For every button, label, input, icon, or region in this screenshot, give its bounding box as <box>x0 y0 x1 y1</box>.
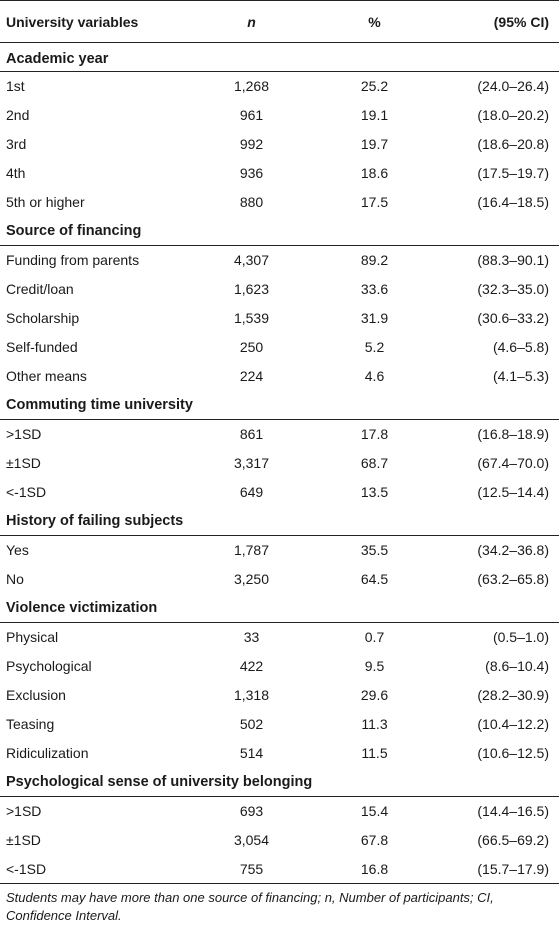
row-label: 1st <box>6 78 25 95</box>
row-percent: 17.5 <box>360 194 389 210</box>
row-n: 880 <box>239 194 264 210</box>
row-label: Ridiculization <box>6 745 89 761</box>
row-percent: 13.5 <box>360 484 389 500</box>
section-header-row <box>0 217 559 246</box>
header-percent: % <box>313 1 436 43</box>
row-ci: (17.5–19.7) <box>477 165 549 181</box>
row-label: 4th <box>6 165 26 181</box>
row-n: 4,307 <box>233 252 270 269</box>
row-n: 861 <box>239 426 264 443</box>
table-row <box>0 130 559 159</box>
row-ci: (16.4–18.5) <box>477 194 549 210</box>
row-label: Credit/loan <box>6 281 74 297</box>
row-n: 502 <box>239 716 264 732</box>
row-percent: 64.5 <box>360 571 389 587</box>
row-ci: (8.6–10.4) <box>485 658 549 674</box>
row-ci: (67.4–70.0) <box>477 455 549 471</box>
section-title: History of failing subjects <box>0 507 559 536</box>
row-label: 5th or higher <box>6 194 85 210</box>
section-title: Violence victimization <box>0 594 559 623</box>
header-row <box>0 1 559 43</box>
row-n: 1,539 <box>233 310 270 326</box>
row-percent: 17.8 <box>360 426 389 443</box>
row-label: Yes <box>6 542 29 559</box>
row-percent: 19.1 <box>360 107 389 123</box>
table-row <box>0 623 559 652</box>
table-row <box>0 797 559 826</box>
row-label: No <box>6 571 24 587</box>
row-label: Self-funded <box>6 339 78 355</box>
row-percent: 29.6 <box>360 687 389 703</box>
row-label: <-1SD <box>6 484 47 500</box>
row-n: 693 <box>239 803 264 820</box>
row-ci: (88.3–90.1) <box>477 252 549 269</box>
row-ci: (0.5–1.0) <box>492 629 549 646</box>
row-label: 3rd <box>6 136 27 152</box>
section-title: Academic year <box>0 43 559 72</box>
row-label: Exclusion <box>6 687 66 703</box>
row-n: 649 <box>239 484 264 500</box>
section-header-row <box>0 594 559 623</box>
row-ci: (4.6–5.8) <box>492 339 549 355</box>
row-label: >1SD <box>6 803 42 820</box>
table-row <box>0 826 559 855</box>
row-n: 1,623 <box>233 281 270 297</box>
section-header-row <box>0 391 559 420</box>
row-percent: 18.6 <box>360 165 389 181</box>
table-row <box>0 855 559 884</box>
row-n: 33 <box>243 629 260 646</box>
row-percent: 89.2 <box>360 252 389 269</box>
table-row <box>0 362 559 391</box>
row-label: Physical <box>6 629 59 646</box>
row-ci: (18.6–20.8) <box>477 136 549 152</box>
table-row <box>0 72 559 101</box>
row-ci: (4.1–5.3) <box>492 368 549 384</box>
row-percent: 19.7 <box>360 136 389 152</box>
row-ci: (32.3–35.0) <box>477 281 549 297</box>
row-label: Psychological <box>6 658 92 674</box>
row-n: 1,318 <box>233 687 270 703</box>
row-percent: 15.4 <box>360 803 389 820</box>
row-n: 1,787 <box>233 542 270 559</box>
table-row <box>0 565 559 594</box>
header-variables: University variables <box>0 1 190 43</box>
table-row <box>0 188 559 217</box>
row-label: <-1SD <box>0 855 190 884</box>
row-percent: 67.8 <box>360 832 389 848</box>
table-row <box>0 739 559 768</box>
section-header-row <box>0 768 559 797</box>
row-percent: 68.7 <box>360 455 389 471</box>
table-row <box>0 246 559 275</box>
row-percent: 33.6 <box>360 281 389 297</box>
section-title: Commuting time university <box>0 391 559 420</box>
row-n: 250 <box>239 339 264 355</box>
row-percent: 16.8 <box>313 855 436 884</box>
section-header-row <box>0 507 559 536</box>
row-label: 2nd <box>6 107 30 123</box>
table-row <box>0 101 559 130</box>
row-percent: 35.5 <box>360 542 389 559</box>
row-n: 1,268 <box>233 78 270 95</box>
row-ci: (34.2–36.8) <box>477 542 549 559</box>
row-label: Scholarship <box>6 310 80 326</box>
row-percent: 5.2 <box>364 339 385 355</box>
row-label: ±1SD <box>6 455 41 471</box>
table-footnote: Students may have more than one source of financing; n, Number of participants; CI, Confidence Interval. <box>6 890 494 923</box>
row-label: ±1SD <box>6 832 41 848</box>
row-n: 755 <box>190 855 313 884</box>
section-header-row <box>0 43 559 72</box>
header-n: n <box>190 1 313 43</box>
row-label: Other means <box>6 368 87 384</box>
row-n: 3,054 <box>233 832 270 848</box>
row-ci: (30.6–33.2) <box>477 310 549 326</box>
header-ci: (95% CI) <box>436 1 559 43</box>
table-row <box>0 710 559 739</box>
row-n: 961 <box>239 107 264 123</box>
row-ci: (10.4–12.2) <box>477 716 549 732</box>
row-percent: 0.7 <box>364 629 385 646</box>
table-row <box>0 275 559 304</box>
row-ci: (16.8–18.9) <box>477 426 549 443</box>
row-ci: (15.7–17.9) <box>436 855 559 884</box>
row-n: 992 <box>239 136 264 152</box>
row-label: Teasing <box>6 716 55 732</box>
table-body <box>0 43 559 884</box>
row-ci: (12.5–14.4) <box>477 484 549 500</box>
row-n: 3,317 <box>233 455 270 471</box>
row-n: 422 <box>239 658 264 674</box>
row-label: >1SD <box>6 426 42 443</box>
row-percent: 31.9 <box>360 310 389 326</box>
row-percent: 11.5 <box>361 745 388 761</box>
table-row <box>0 420 559 449</box>
section-title: Source of financing <box>0 217 559 246</box>
row-ci: (18.0–20.2) <box>477 107 549 123</box>
row-ci: (63.2–65.8) <box>477 571 549 587</box>
row-ci: (66.5–69.2) <box>477 832 549 848</box>
table-header <box>0 1 559 43</box>
row-ci: (14.4–16.5) <box>477 803 549 820</box>
table-row <box>0 681 559 710</box>
section-title: Psychological sense of university belonging <box>0 768 559 797</box>
row-label: Funding from parents <box>6 252 140 269</box>
row-ci: (10.6–12.5) <box>477 745 549 761</box>
row-n: 3,250 <box>233 571 270 587</box>
row-ci: (24.0–26.4) <box>477 78 549 95</box>
row-percent: 11.3 <box>361 716 388 732</box>
table-row <box>0 449 559 478</box>
table-row <box>0 304 559 333</box>
row-n: 514 <box>239 745 264 761</box>
table-row <box>0 333 559 362</box>
row-percent: 25.2 <box>360 78 389 95</box>
table-row <box>0 159 559 188</box>
row-percent: 9.5 <box>364 658 385 674</box>
row-n: 936 <box>239 165 264 181</box>
table-row <box>0 478 559 507</box>
row-ci: (28.2–30.9) <box>477 687 549 703</box>
row-percent: 4.6 <box>364 368 385 384</box>
table-row <box>0 652 559 681</box>
table-row <box>0 536 559 565</box>
row-n: 224 <box>239 368 264 384</box>
